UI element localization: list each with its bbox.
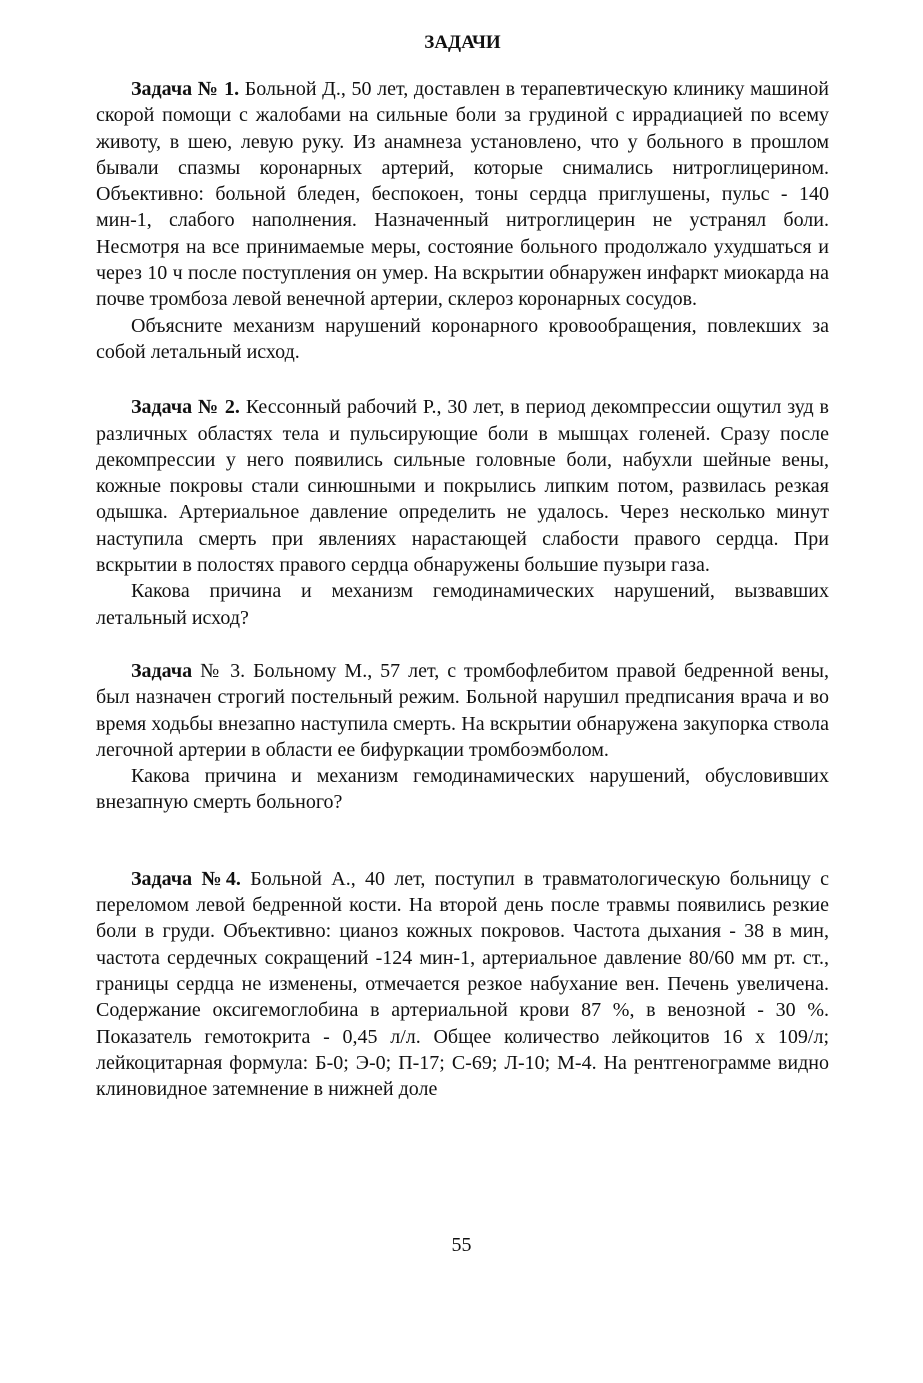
task-2-label: Задача № 2. (131, 396, 240, 419)
document-page (96, 30, 829, 1102)
task-3-body (96, 658, 829, 763)
task-1 (96, 76, 829, 365)
task-1-text: Больной Д., 50 лет, доставлен в терапевтическую клинику машиной скорой помощи с жалобами на сильные боли за грудиной с иррадиацией по всему животу, в шею, левую руку. Из анамнеза установлено, что у больного в прошлом бывали спазмы коронарных артерий, которые снимались нитроглицерином. Объективно: больной бледен, беспокоен, тоны сердца приглушены, пульс - 140 мин-1, слабого наполнения. Назначенный нитроглицерин не устранял боли. Несмотря на все принимаемые меры, состояние больного продолжало ухудшаться и через 10 ч после поступления он умер. На вскрытии обнаружен инфаркт миокарда на почве тромбоза левой венечной артерии, склероз коронарных сосудов. (96, 78, 830, 311)
task-2-text: Кессонный рабочий Р., 30 лет, в период декомпрессии ощутил зуд в различных областях тела и пульсирующие боли в мышцах голеней. Сразу после декомпрессии у него появились сильные головные боли, набухли шейные вены, кожные покровы стали синюшными и покрылись липким потом, развилась резкая одышка. Артериальное давление определить не удалось. Через несколько минут наступила смерть при явлениях нарастающей слабости правого сердца. При вскрытии в полостях правого сердца обнаружены большие пузыри газа. (96, 396, 829, 577)
task-4-body (96, 866, 829, 1103)
task-2-body (96, 394, 829, 578)
task-2 (96, 394, 829, 631)
task-4-label: Задача №4. (131, 867, 241, 890)
task-3-text: № 3. Больному М., 57 лет, с тромбофлебитом правой бедренной вены, был назначен строгий постельный режим. Больной нарушил предписания врача и во время ходьбы внезапно наступила смерть. На вскрытии обнаружена закупорка ствола легочной артерии в области ее бифуркации тромбоэмболом. (96, 659, 829, 761)
task-4 (96, 866, 829, 1103)
task-4-text: Больной А., 40 лет, поступил в травматологическую больницу с переломом левой бедренной кости. На второй день после травмы появились резкие боли в груди. Объективно: цианоз кожных покровов. Частота дыхания - 38 в мин, частота сердечных сокращений -124 мин-1, артериальное давление 80/60 мм рт. ст., границы сердца не изменены, отмечается резкое набухание вен. Печень увеличена. Содержание оксигемоглобина в артериальной крови 87 %, в венозной - 30 %. Показатель гемотокрита - 0,45 л/л. Общее количество лейкоцитов 16 х 109/л; лейкоцитарная формула: Б-0; Э-0; П-17; С-69; Л-10; М-4. На рентгенограмме видно клиновидное затемнение в нижней доле (96, 867, 830, 1101)
task-2-question: Какова причина и механизм гемодинамических нарушений, вызвавших летальный исход? (96, 580, 829, 629)
page-number: 55 (451, 1234, 472, 1256)
task-3 (96, 658, 829, 816)
page-heading: ЗАДАЧИ (424, 32, 501, 53)
task-3-question: Какова причина и механизм гемодинамических нарушений, обусловивших внезапную смерть больного? (96, 765, 829, 814)
task-1-body (96, 76, 829, 313)
task-1-question: Объясните механизм нарушений коронарного кровообращения, повлекших за собой летальный исход. (96, 314, 829, 363)
task-3-label: Задача (131, 659, 193, 682)
task-1-label: Задача № 1. (131, 78, 240, 100)
